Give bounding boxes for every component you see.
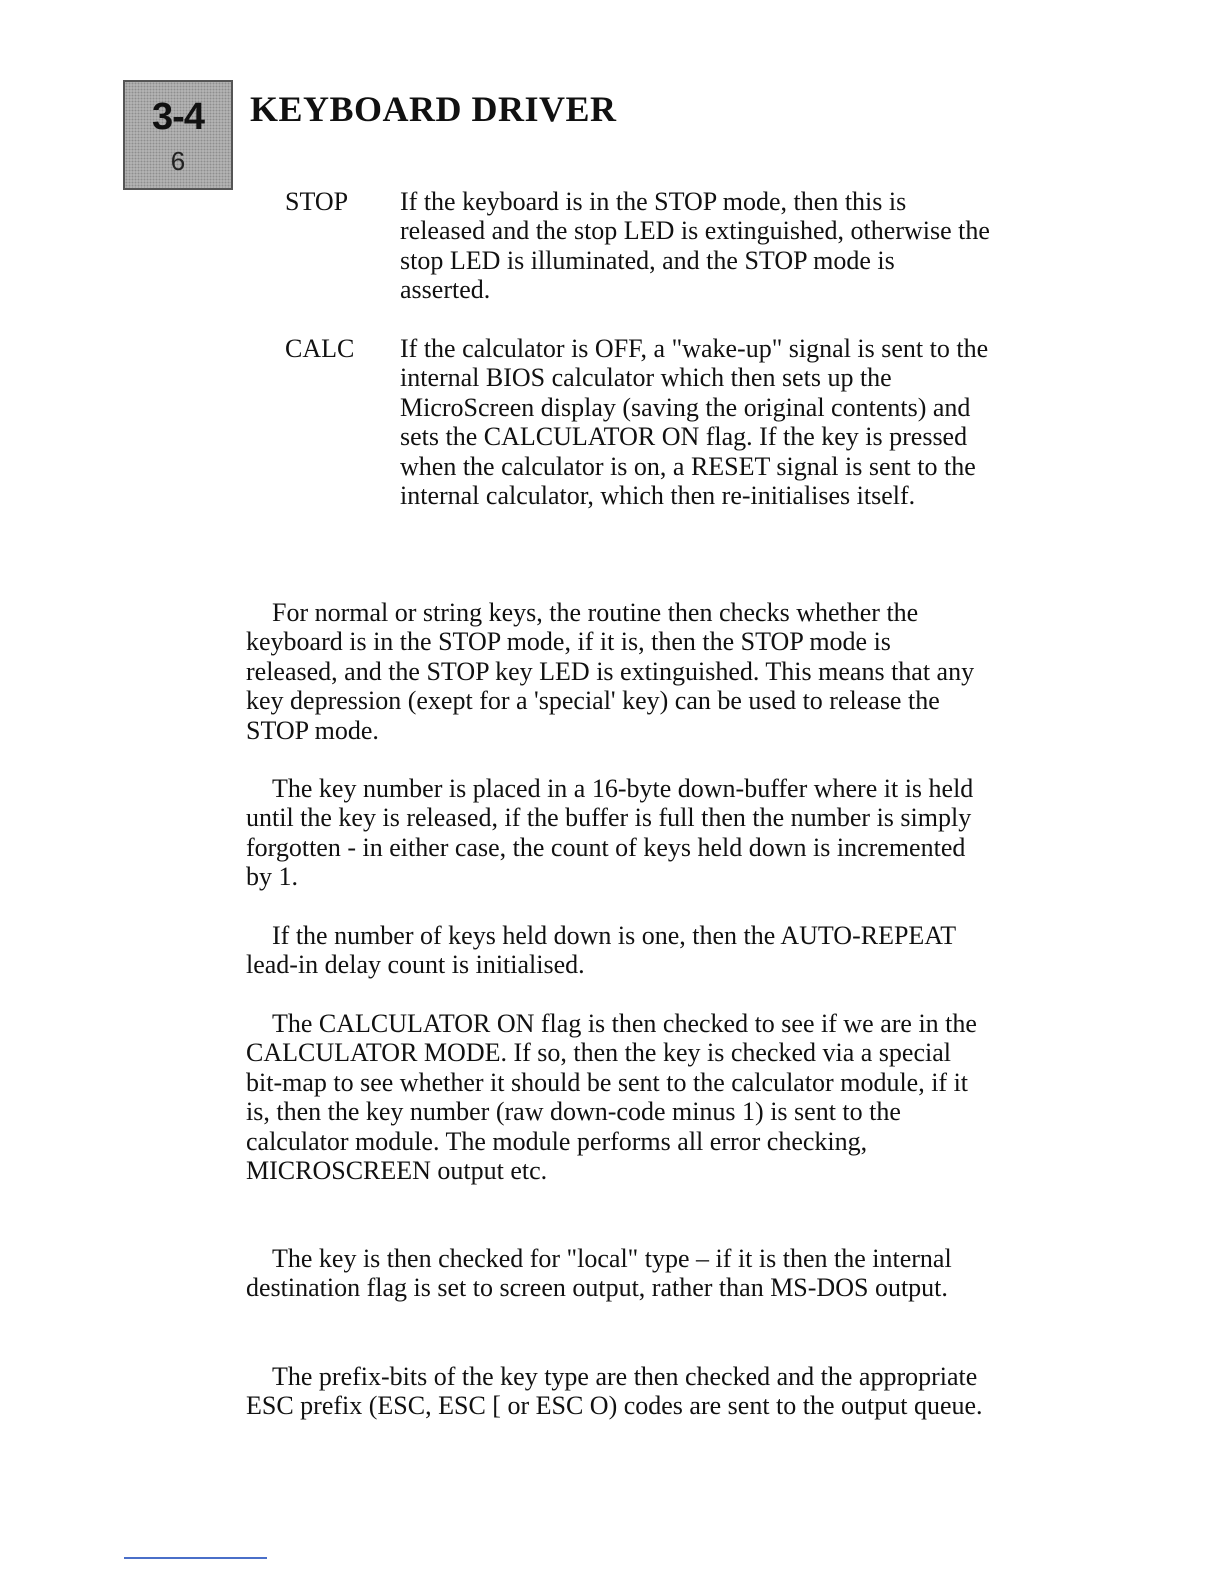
section-tab bbox=[123, 80, 233, 190]
section-number: 3-4 bbox=[152, 96, 204, 138]
footer-rule bbox=[124, 1557, 267, 1559]
definition-term: CALC bbox=[285, 334, 355, 363]
definition-description: If the keyboard is in the STOP mode, then this is released and the stop LED is extinguished, otherwise the stop LED is illuminated, and the STOP mode is asserted. bbox=[400, 187, 990, 305]
paragraph: For normal or string keys, the routine then checks whether the keyboard is in the STOP mode, if it is, then the STOP mode is released, and the STOP key LED is extinguished. This means that any key depression (exept for a 'special' key) can be used to release the STOP mode. bbox=[246, 598, 975, 745]
paragraph: The key is then checked for "local" type – if it is then the internal destination flag is set to screen output, rather than MS-DOS output. bbox=[246, 1244, 952, 1303]
paragraph: If the number of keys held down is one, then the AUTO-REPEAT lead-in delay count is initialised. bbox=[246, 921, 956, 980]
page-number: 6 bbox=[170, 146, 186, 176]
paragraph: The CALCULATOR ON flag is then checked to see if we are in the CALCULATOR MODE. If so, then the key is checked via a special bit-map to see whether it should be sent to the calculator module, if it is, then the key number (raw down-code minus 1) is sent to the calculator module. The module performs all error checking, MICROSCREEN output etc. bbox=[246, 1009, 977, 1186]
page-title: KEYBOARD DRIVER bbox=[250, 89, 617, 129]
paragraph: The prefix-bits of the key type are then checked and the appropriate ESC prefix (ESC, ESC [ or ESC O) codes are sent to the output queue. bbox=[246, 1362, 983, 1421]
definition-description: If the calculator is OFF, a "wake-up" signal is sent to the internal BIOS calculator which then sets up the MicroScreen display (saving the original contents) and sets the CALCULATOR ON flag. If the key is pressed when the calculator is on, a RESET signal is sent to the internal calculator, which then re-initialises itself. bbox=[400, 334, 989, 511]
definition-term: STOP bbox=[285, 187, 349, 216]
paragraph: The key number is placed in a 16-byte down-buffer where it is held until the key is released, if the buffer is full then the number is simply forgotten - in either case, the count of keys held down is incremented by 1. bbox=[246, 774, 974, 892]
